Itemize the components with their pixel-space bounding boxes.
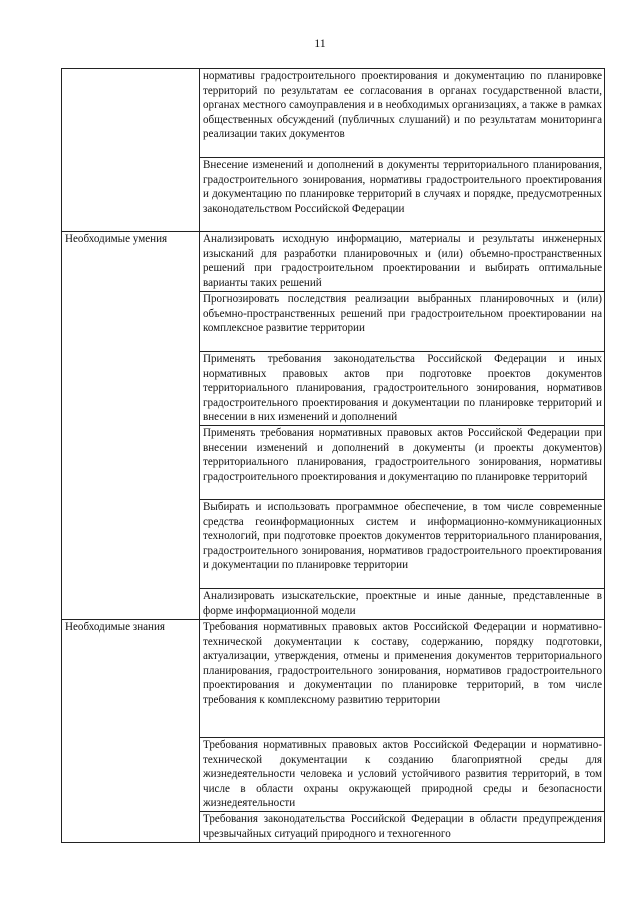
section-label: Необходимые умения	[62, 232, 200, 620]
table-row	[62, 620, 605, 738]
page-number: 11	[314, 36, 326, 50]
section-label: Необходимые знания	[62, 620, 200, 843]
requirement-text: Применять требования законодательства Российской Федерации и иных нормативных правовых актов при подготовке проектов документов территориального планирования, градостроительного зонирования, нормативов градостроительного проектирования и документации по планировке территорий и внесении в них изменений и дополнений	[200, 352, 605, 426]
requirement-text: Анализировать изыскательские, проектные и иные данные, представленные в форме информационной модели	[200, 589, 605, 620]
requirement-text: Требования нормативных правовых актов Российской Федерации и нормативно-технической документации к составу, содержанию, порядку подготовки, актуализации, утверждения, отмены и применения документов территориального планирования, градостроительного зонирования, нормативов градостроительного проектирования и документации по планировке территорий, в том числе требования к комплексному развитию территории	[200, 620, 605, 738]
section-label	[62, 69, 200, 232]
requirement-text: Требования законодательства Российской Федерации в области предупреждения чрезвычайных ситуаций природного и техногенного	[200, 812, 605, 843]
requirement-text: Анализировать исходную информацию, материалы и результаты инженерных изысканий для разработки планировочных и (или) объемно-пространственных решений при градостроительном проектировании и выбирать оптимальные варианты таких решений	[200, 232, 605, 292]
requirements-table	[61, 68, 605, 843]
requirement-text: Прогнозировать последствия реализации выбранных планировочных и (или) объемно-пространственных решений при градостроительном проектировании на комплексное развитие территории	[200, 292, 605, 352]
requirement-text: Применять требования нормативных правовых актов Российской Федерации при внесении изменений и дополнений в документы (и проекты документов) территориального планирования, градостроительного зонирования, нормативы градостроительного проектирования и документацию по планировке территорий	[200, 426, 605, 500]
requirement-text: нормативы градостроительного проектирования и документацию по планировке территорий по результатам ее согласования в органах государственной власти, органах местного самоуправления и в необходимых организациях, а также в рамках общественных обсуждений (публичных слушаний) и по результатам мониторинга реализации таких документов	[200, 69, 605, 158]
requirement-text: Выбирать и использовать программное обеспечение, в том числе современные средства геоинформационных систем и информационно-коммуникационных технологий, при подготовке проектов документов территориального планирования, градостроительного зонирования, нормативов градостроительного проектирования и документации по планировке территории	[200, 500, 605, 589]
table-row	[62, 69, 605, 158]
requirement-text: Требования нормативных правовых актов Российской Федерации и нормативно-технической документации к созданию благоприятной среды для жизнедеятельности человека и условий устойчивого развития территорий, в том числе в области охраны окружающей природной среды и безопасности жизнедеятельности	[200, 738, 605, 812]
table-row	[62, 232, 605, 292]
requirement-text: Внесение изменений и дополнений в документы территориального планирования, градостроительного зонирования, нормативы градостроительного проектирования и документацию по планировке территорий в случаях и порядке, предусмотренных законодательством Российской Федерации	[200, 158, 605, 232]
